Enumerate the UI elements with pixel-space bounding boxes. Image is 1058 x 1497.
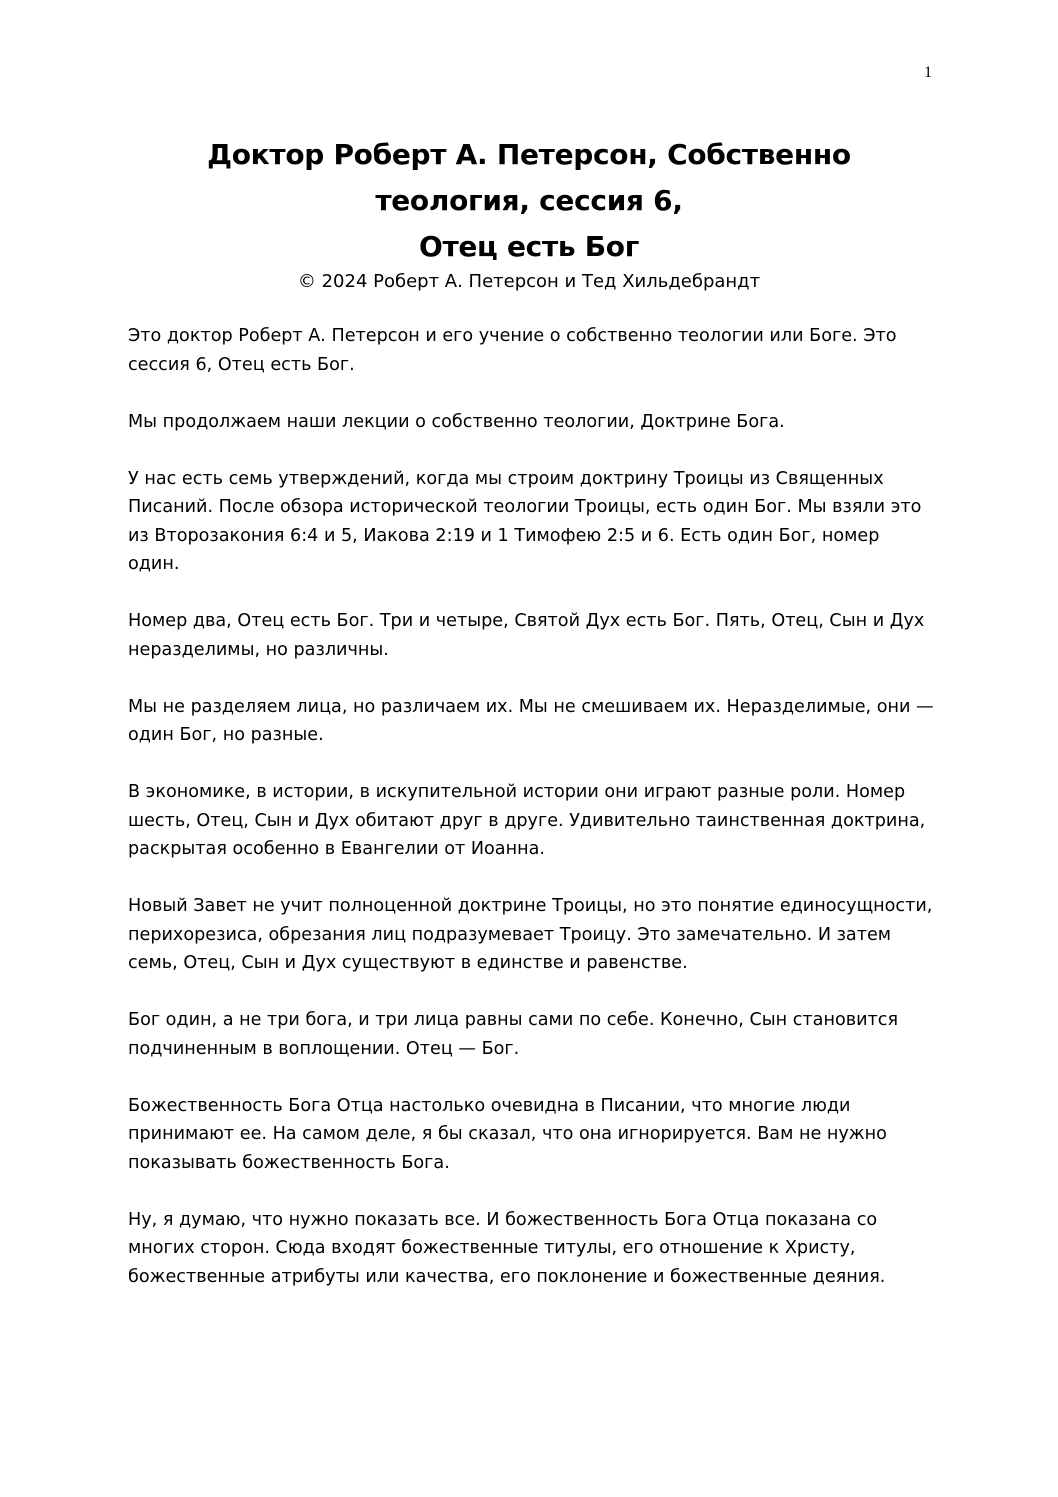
page-number: 1 [924,64,932,81]
document-body [128,322,934,1320]
document-header [128,132,930,294]
paragraph: Это доктор Роберт А. Петерсон и его учение о собственно теологии или Боге. Это сессия 6, Отец есть Бог. [128,326,897,375]
copyright-line: © 2024 Роберт А. Петерсон и Тед Хильдебрандт [297,271,761,292]
paragraph: Номер два, Отец есть Бог. Три и четыре, Святой Дух есть Бог. Пять, Отец, Сын и Дух неразделимы, но различны. [128,611,925,660]
title-line-2: теология, сессия 6, [375,184,683,217]
paragraph: Мы не разделяем лица, но различаем их. Мы не смешиваем их. Неразделимые, они — один Бог, но разные. [128,696,934,745]
paragraph: Новый Завет не учит полноценной доктрине Троицы, но это понятие единосущности, перихорезиса, обрезания лиц подразумевает Троицу. Это замечательно. И затем семь, Отец, Сын и Дух существуют в единстве и равенстве. [128,896,933,973]
title-line-3: Отец есть Бог [418,230,640,263]
paragraph: Ну, я думаю, что нужно показать все. И божественность Бога Отца показана со многих сторон. Сюда входят божественные титулы, его отношение к Христу, божественные атрибуты или качества, его поклонение и божественные деяния. [128,1209,886,1287]
paragraph: В экономике, в истории, в искупительной истории они играют разные роли. Номер шесть, Отец, Сын и Дух обитают друг в друге. Удивительно таинственная доктрина, раскрытая особенно в Евангелии от Иоанна. [128,782,926,859]
paragraph: Божественность Бога Отца настолько очевидна в Писании, что многие люди принимают ее. На самом деле, я бы сказал, что она игнорируется. Вам не нужно показывать божественность Бога. [128,1095,887,1173]
paragraph: У нас есть семь утверждений, когда мы строим доктрину Троицы из Священных Писаний. После обзора исторической теологии Троицы, есть один Бог. Мы взяли это из Второзакония 6:4 и 5, Иакова 2:19 и 1 Тимофею 2:5 и 6. Есть один Бог, номер один. [128,468,922,574]
title-line-1: Доктор Роберт А. Петерсон, Собственно [207,138,851,171]
paragraph: Бог один, а не три бога, и три лица равны сами по себе. Конечно, Сын становится подчиненным в воплощении. Отец — Бог. [128,1010,899,1059]
paragraph: Мы продолжаем наши лекции о собственно теологии, Доктрине Бога. [128,411,785,432]
